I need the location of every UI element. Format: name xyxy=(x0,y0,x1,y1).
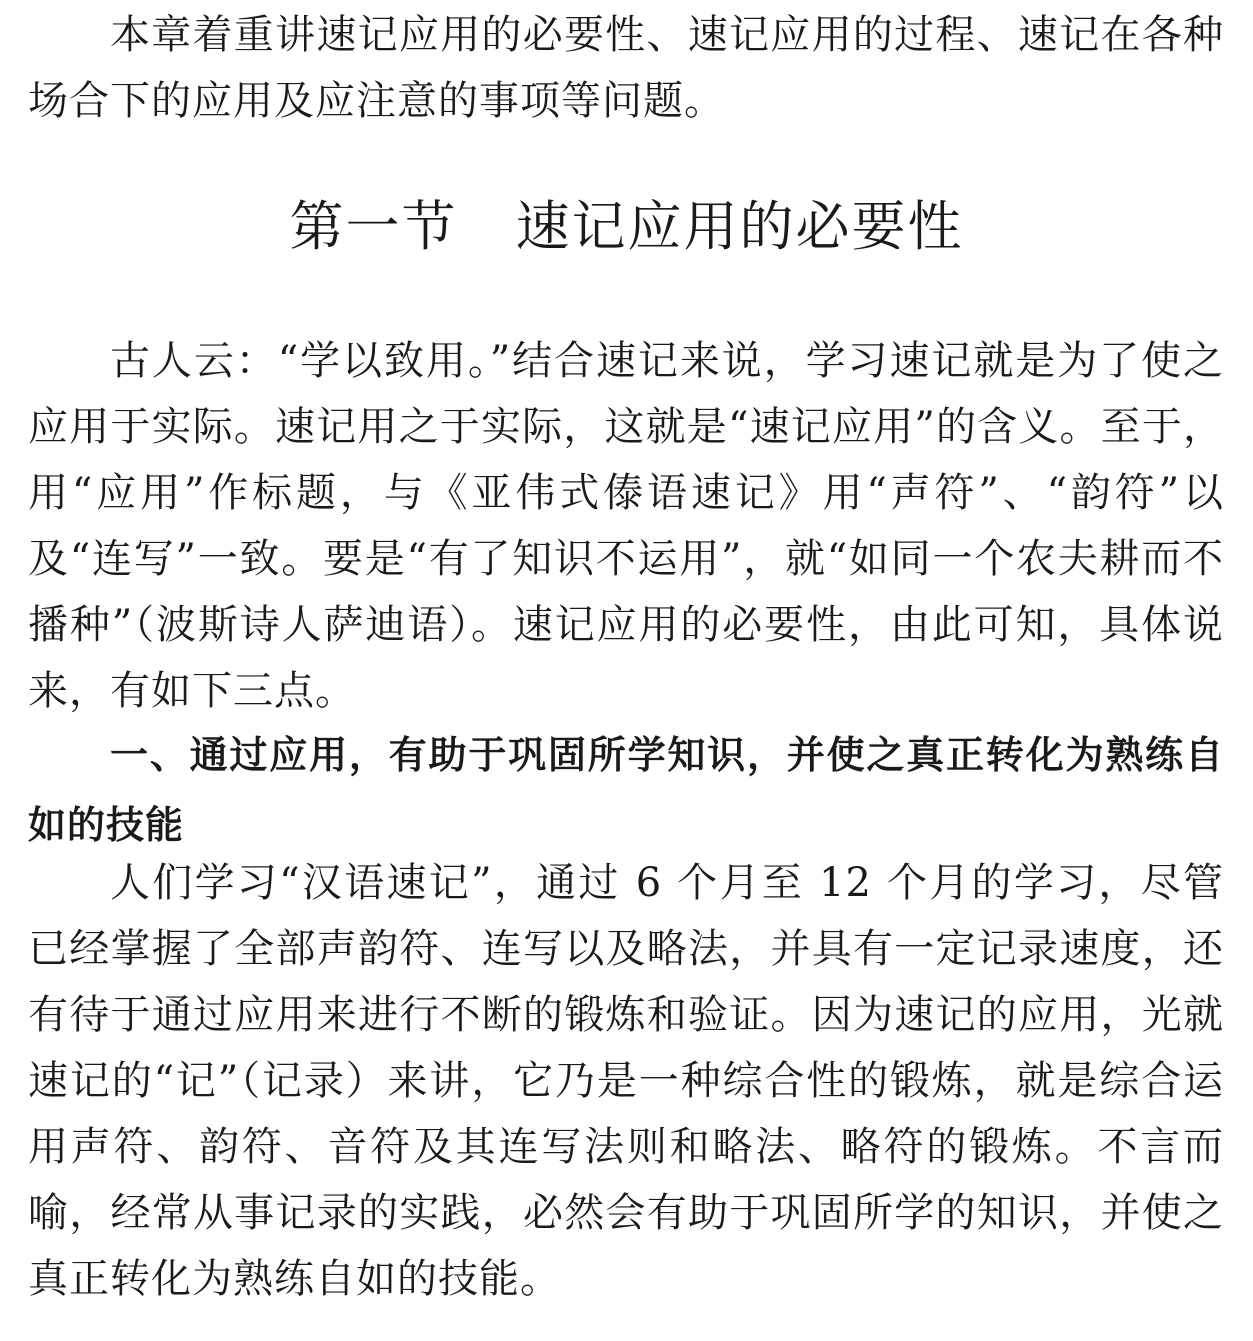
subheading-1: 一、通过应用，有助于巩固所学知识，并使之真正转化为熟练自如的技能 xyxy=(28,733,1224,847)
body-paragraph-1: 古人云：“学以致用。”结合速记来说，学习速记就是为了使之应用于实际。速记用之于实际，这就是“速记应用”的含义。至于，用“应用”作标题，与《亚伟式傣语速记》用“声符”、“韵符”以及“连写”一致。要是“有了知识不运用”，就“如同一个农夫耕而不播种”（波斯诗人萨迪语）。速记应用的必要性，由此可知，具体说来，有如下三点。 xyxy=(28,338,1224,714)
body-paragraph-2: 人们学习“汉语速记”，通过 6 个月至 12 个月的学习，尽管已经掌握了全部声韵符、连写以及略法，并具有一定记录速度，还有待于通过应用来进行不断的锻炼和验证。因为速记的应用，光就速记的“记”（记录）来讲，它乃是一种综合性的锻炼，就是综合运用声符、韵符、音符及其连写法则和略法、略符的锻炼。不言而喻，经常从事记录的实践，必然会有助于巩固所学的知识，并使之真正转化为熟练自如的技能。 xyxy=(28,860,1224,1302)
section-number: 第一节 xyxy=(289,195,458,258)
section-title xyxy=(0,192,1253,262)
intro-paragraph: 本章着重讲速记应用的必要性、速记应用的过程、速记在各种场合下的应用及应注意的事项等问题。 xyxy=(28,12,1224,124)
section-title-text: 速记应用的必要性 xyxy=(515,195,964,258)
